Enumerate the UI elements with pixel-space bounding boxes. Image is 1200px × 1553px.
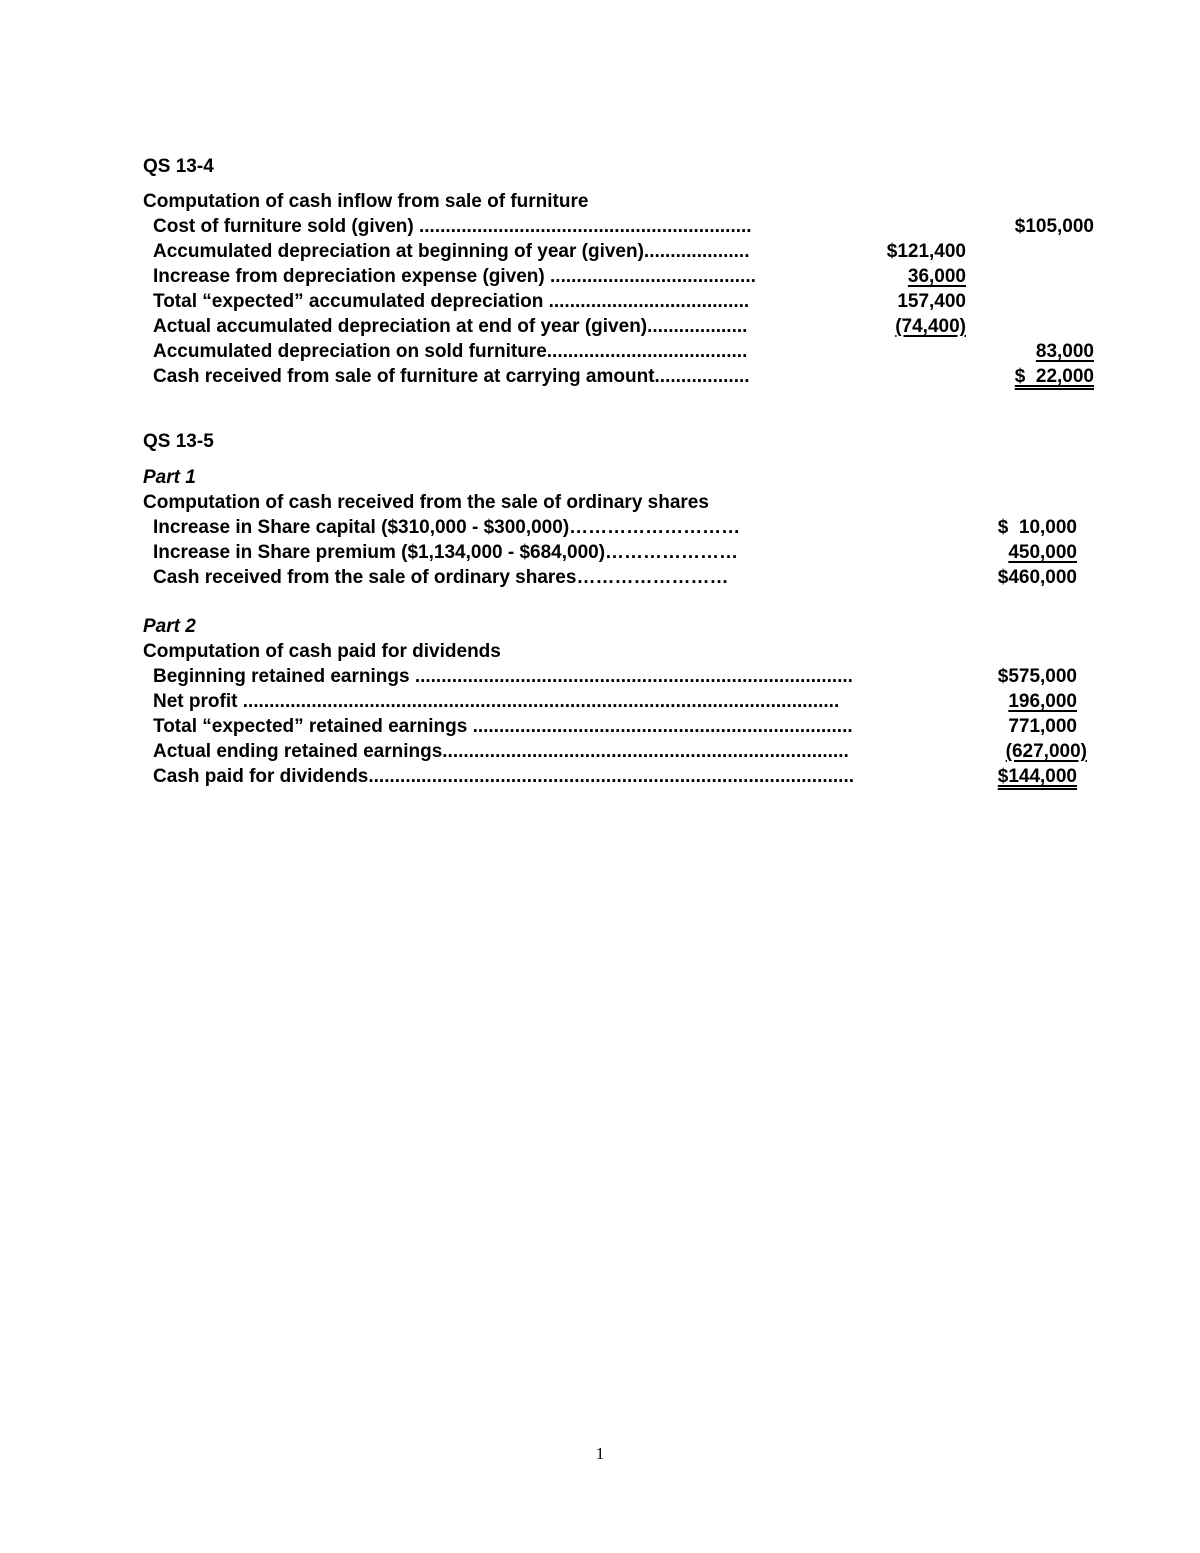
qs5-part2-row-label: Beginning retained earnings ...................................................................................: [153, 666, 853, 687]
qs4-row-label: Total “expected” accumulated depreciation ......................................: [153, 291, 750, 312]
qs4-heading: QS 13-4: [143, 156, 214, 177]
qs4-row-right-value: $105,000: [1014, 216, 1094, 237]
qs5-part2-row-label: Cash paid for dividends............................................................................................: [153, 766, 855, 787]
qs5-part1-row-value: 450,000: [1008, 542, 1077, 563]
qs4-row-mid-value: 157,400: [897, 291, 966, 312]
page-number: 1: [595, 1444, 605, 1463]
qs5-part2-row-label: Net profit .................................................................................................................: [153, 691, 840, 712]
qs5-part2-row-label: Total “expected” retained earnings ........................................................................: [153, 716, 853, 737]
qs5-part2-label: Part 2: [143, 616, 196, 637]
qs4-row-label: Accumulated depreciation at beginning of year (given)....................: [153, 241, 750, 262]
qs4-row-mid-value: (74,400): [895, 316, 966, 337]
qs5-part1-row-value: $460,000: [997, 567, 1077, 588]
qs4-row-label: Accumulated depreciation on sold furniture......................................: [153, 341, 748, 362]
qs5-heading: QS 13-5: [143, 431, 214, 452]
qs5-part1-label: Part 1: [143, 467, 196, 488]
qs5-part2-row-value: $144,000: [997, 766, 1077, 787]
qs4-row-label: Cash received from sale of furniture at carrying amount..................: [153, 366, 750, 387]
qs4-row-right-value: $ 22,000: [1014, 366, 1094, 387]
qs4-row-label: Actual accumulated depreciation at end of year (given)...................: [153, 316, 748, 337]
qs5-part1-row-label: Cash received from the sale of ordinary shares……………………: [153, 567, 729, 588]
qs4-row-label: Cost of furniture sold (given) ...............................................................: [153, 216, 752, 237]
qs5-part1-row-value: $ 10,000: [997, 517, 1077, 538]
qs5-part2-row-value: 196,000: [1008, 691, 1077, 712]
qs5-part2-title: Computation of cash paid for dividends: [143, 641, 501, 662]
qs5-part2-row-value: (627,000): [1005, 741, 1087, 762]
qs5-part2-row-label: Actual ending retained earnings.............................................................................: [153, 741, 849, 762]
qs5-part2-row-value: 771,000: [1008, 716, 1077, 737]
qs5-part1-row-label: Increase in Share premium ($1,134,000 - $684,000)…………………: [153, 542, 739, 563]
qs5-part1-row-label: Increase in Share capital ($310,000 - $300,000)………………………: [153, 517, 741, 538]
qs4-row-right-value: 83,000: [1035, 341, 1094, 362]
qs4-row-mid-value: $121,400: [886, 241, 966, 262]
qs4-row-label: Increase from depreciation expense (given) .......................................: [153, 266, 756, 287]
qs4-row-mid-value: 36,000: [907, 266, 966, 287]
qs4-title: Computation of cash inflow from sale of furniture: [143, 191, 589, 212]
qs5-part2-row-value: $575,000: [997, 666, 1077, 687]
qs5-part1-title: Computation of cash received from the sale of ordinary shares: [143, 492, 709, 513]
